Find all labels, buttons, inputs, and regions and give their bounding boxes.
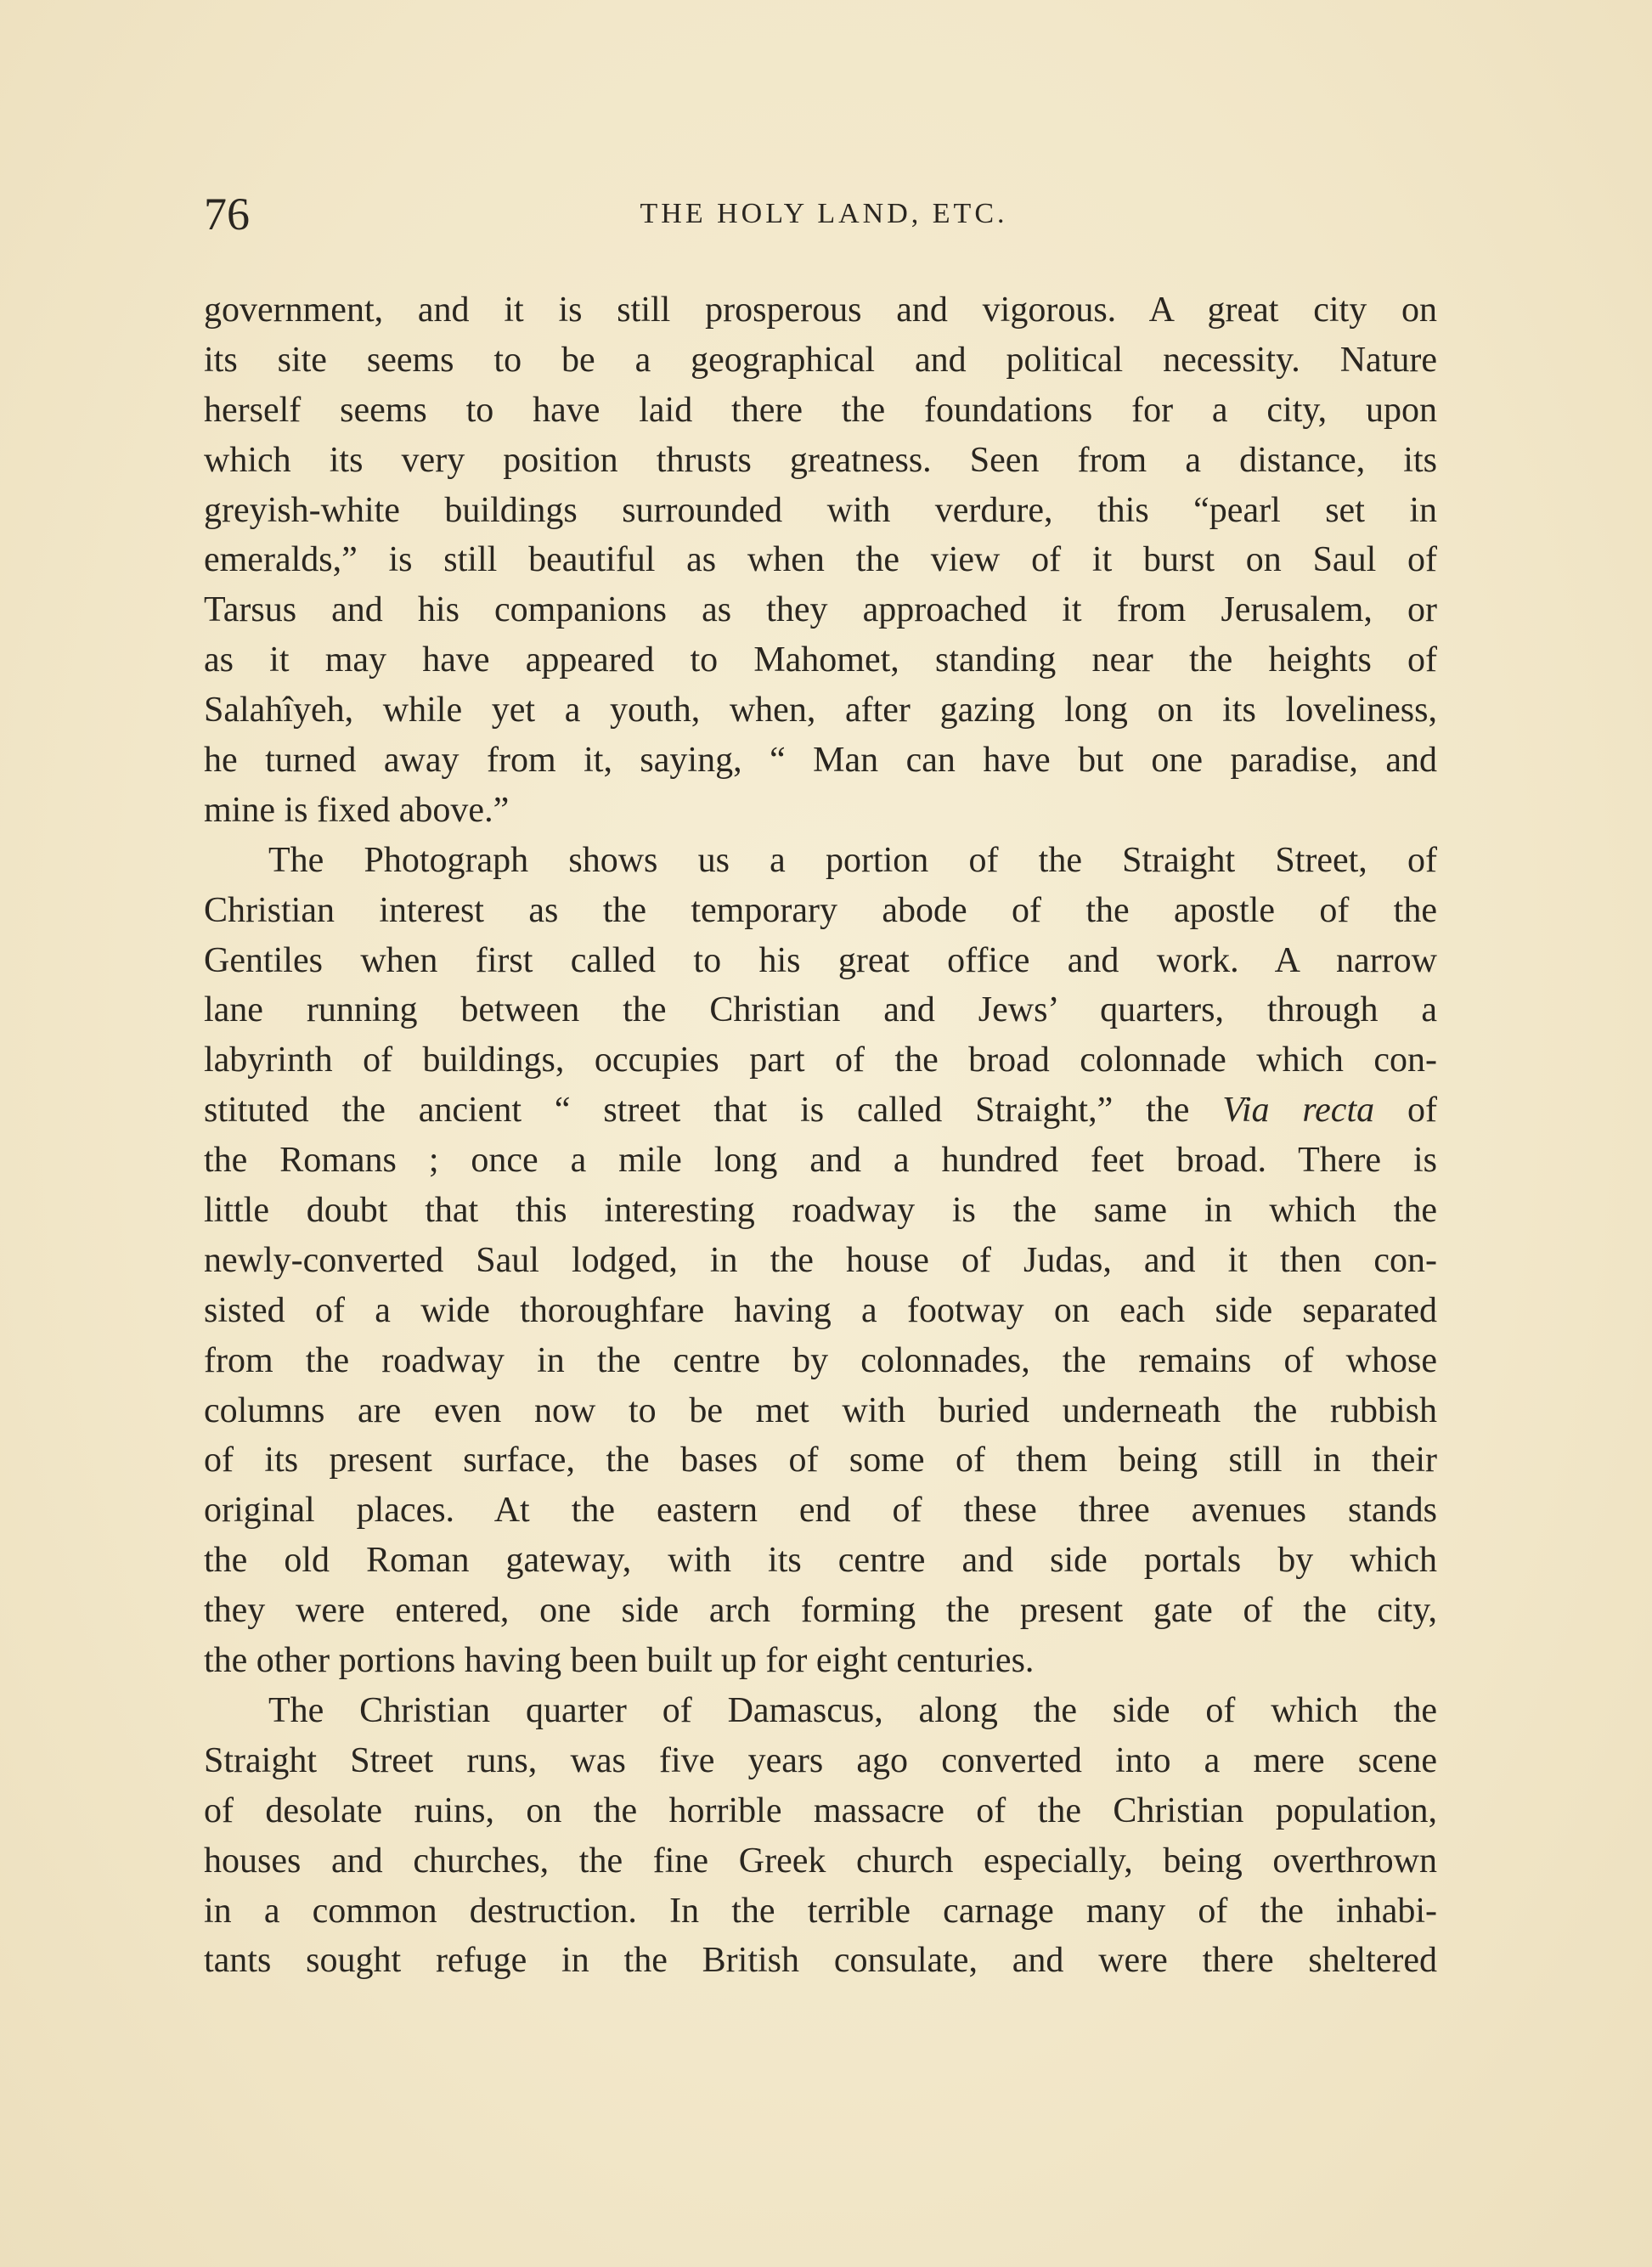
text-line: The Photograph shows us a portion of the Straight Street, of bbox=[268, 840, 1437, 880]
text-line: Straight Street runs, was five years ago converted into a mere scene bbox=[204, 1740, 1437, 1780]
text-line: the old Roman gateway, with its centre and side portals by which bbox=[204, 1541, 1437, 1581]
text-line: as it may have appeared to Mahomet, standing near the heights of bbox=[204, 640, 1437, 680]
text-line: Christian interest as the temporary abode of the apostle of the bbox=[204, 890, 1437, 930]
text-line: of desolate ruins, on the horrible massacre of the Christian population, bbox=[204, 1790, 1437, 1830]
running-head: THE HOLY LAND, ETC. bbox=[640, 198, 1008, 229]
paragraph bbox=[204, 285, 1437, 836]
text-line: mine is fixed above.” bbox=[204, 790, 510, 830]
text-line: from the roadway in the centre by colonnades, the remains of whose bbox=[204, 1340, 1437, 1380]
text-line: little doubt that this interesting roadway is the same in which the bbox=[204, 1191, 1437, 1231]
text-line: its site seems to be a geographical and political necessity. Nature bbox=[204, 340, 1437, 380]
text-line: Tarsus and his companions as they approached it from Jerusalem, or bbox=[204, 590, 1437, 630]
text-line: the other portions having been built up for eight centuries. bbox=[204, 1641, 1035, 1681]
italic-phrase: Via recta bbox=[1222, 1091, 1375, 1131]
text-line: newly-converted Saul lodged, in the house of Judas, and it then con- bbox=[204, 1240, 1437, 1280]
text-line: houses and churches, the fine Greek church especially, being overthrown bbox=[204, 1841, 1437, 1881]
text-line: sisted of a wide thoroughfare having a footway on each side separated bbox=[204, 1290, 1437, 1330]
text-line: emeralds,” is still beautiful as when the view of it burst on Saul of bbox=[204, 540, 1437, 580]
text-line: he turned away from it, saying, “ Man can have but one paradise, and bbox=[204, 741, 1437, 781]
text-line: in a common destruction. In the terrible carnage many of the inhabi- bbox=[204, 1891, 1437, 1931]
paragraph bbox=[204, 1686, 1437, 1986]
text-line: labyrinth of buildings, occupies part of the broad colonnade which con- bbox=[204, 1040, 1437, 1080]
text-line: lane running between the Christian and Jews’ quarters, through a bbox=[204, 990, 1437, 1030]
page-number: 76 bbox=[204, 189, 250, 240]
text-line: government, and it is still prosperous and vigorous. A great city on bbox=[204, 290, 1437, 330]
text-line: which its very position thrusts greatness. Seen from a distance, its bbox=[204, 440, 1437, 480]
paragraph bbox=[204, 836, 1437, 1686]
text-line: Salahîyeh, while yet a youth, when, after gazing long on its loveliness, bbox=[204, 691, 1437, 730]
body-text bbox=[204, 285, 1437, 1986]
text-line: of its present surface, the bases of some of them being still in their bbox=[204, 1441, 1437, 1480]
text-line: original places. At the eastern end of these three avenues stands bbox=[204, 1491, 1437, 1531]
text-line: columns are even now to be met with buried underneath the rubbish bbox=[204, 1390, 1437, 1430]
text-line: stituted the ancient “ street that is called Straight,” the Via recta of bbox=[204, 1091, 1437, 1131]
page-header bbox=[204, 189, 1444, 240]
text-line: The Christian quarter of Damascus, along the side of which the bbox=[268, 1690, 1437, 1730]
text-line: the Romans ; once a mile long and a hundred feet broad. There is bbox=[204, 1141, 1437, 1181]
text-line: they were entered, one side arch forming the present gate of the city, bbox=[204, 1591, 1437, 1631]
text-line: greyish-white buildings surrounded with verdure, this “pearl set in bbox=[204, 490, 1437, 530]
text-line: tants sought refuge in the British consulate, and were there sheltered bbox=[204, 1941, 1437, 1981]
text-line: Gentiles when first called to his great office and work. A narrow bbox=[204, 940, 1437, 980]
text-line: herself seems to have laid there the foundations for a city, upon bbox=[204, 390, 1437, 430]
